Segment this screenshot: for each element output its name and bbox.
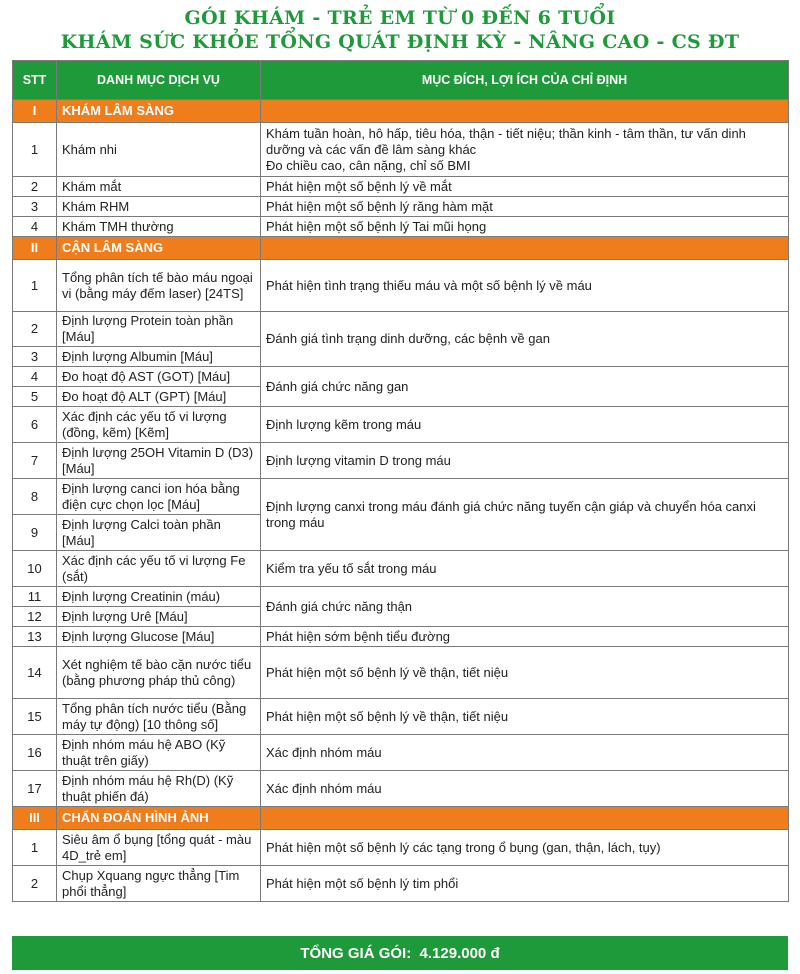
row-service: Định lượng Protein toàn phần [Máu] bbox=[57, 312, 261, 347]
row-service: Định nhóm máu hệ Rh(D) (Kỹ thuật phiến đá) bbox=[57, 771, 261, 807]
row-service: Định lượng Glucose [Máu] bbox=[57, 627, 261, 647]
table-row bbox=[13, 312, 789, 347]
row-service: Đo hoạt độ AST (GOT) [Máu] bbox=[57, 367, 261, 387]
row-purpose: Phát hiện tình trạng thiếu máu và một số bệnh lý về máu bbox=[261, 260, 789, 312]
row-purpose: Đánh giá chức năng gan bbox=[261, 367, 789, 407]
table-row bbox=[13, 443, 789, 479]
table-row bbox=[13, 367, 789, 387]
row-purpose: Xác định nhóm máu bbox=[261, 771, 789, 807]
section-number: II bbox=[13, 237, 57, 260]
table-row bbox=[13, 479, 789, 515]
row-purpose: Định lượng kẽm trong máu bbox=[261, 407, 789, 443]
row-stt: 11 bbox=[13, 587, 57, 607]
row-service: Định nhóm máu hệ ABO (Kỹ thuật trên giấy) bbox=[57, 735, 261, 771]
row-purpose: Phát hiện một số bệnh lý tim phổi bbox=[261, 866, 789, 902]
total-price: TỔNG GIÁ GÓI: 4.129.000 đ bbox=[300, 944, 500, 962]
row-purpose: Đánh giá chức năng thận bbox=[261, 587, 789, 627]
row-stt: 3 bbox=[13, 347, 57, 367]
row-stt: 10 bbox=[13, 551, 57, 587]
row-purpose: Định lượng vitamin D trong máu bbox=[261, 443, 789, 479]
row-stt: 12 bbox=[13, 607, 57, 627]
service-table bbox=[12, 60, 789, 902]
row-service: Siêu âm ổ bụng [tổng quát - màu 4D_trẻ em] bbox=[57, 830, 261, 866]
row-stt: 1 bbox=[13, 123, 57, 177]
table-row bbox=[13, 830, 789, 866]
row-stt: 17 bbox=[13, 771, 57, 807]
row-stt: 9 bbox=[13, 515, 57, 551]
row-service: Định lượng canci ion hóa bằng điện cực chọn lọc [Máu] bbox=[57, 479, 261, 515]
row-stt: 16 bbox=[13, 735, 57, 771]
row-purpose: Phát hiện một số bệnh lý về mắt bbox=[261, 177, 789, 197]
header-service: DANH MỤC DỊCH VỤ bbox=[57, 61, 261, 100]
section-row bbox=[13, 807, 789, 830]
table-row bbox=[13, 587, 789, 607]
row-stt: 2 bbox=[13, 866, 57, 902]
row-service: Định lượng Calci toàn phần [Máu] bbox=[57, 515, 261, 551]
table-row bbox=[13, 627, 789, 647]
row-purpose: Xác định nhóm máu bbox=[261, 735, 789, 771]
table-row bbox=[13, 177, 789, 197]
section-row bbox=[13, 100, 789, 123]
row-stt: 2 bbox=[13, 312, 57, 347]
row-stt: 8 bbox=[13, 479, 57, 515]
row-stt: 4 bbox=[13, 217, 57, 237]
section-row bbox=[13, 237, 789, 260]
section-name: CHẨN ĐOÁN HÌNH ẢNH bbox=[57, 807, 261, 830]
row-stt: 1 bbox=[13, 830, 57, 866]
title-line-1: GÓI KHÁM - TRẺ EM TỪ 0 ĐẾN 6 TUỔI bbox=[184, 7, 616, 29]
section-name: KHÁM LÂM SÀNG bbox=[57, 100, 261, 123]
row-service: Định lượng Urê [Máu] bbox=[57, 607, 261, 627]
section-name: CẬN LÂM SÀNG bbox=[57, 237, 261, 260]
row-stt: 6 bbox=[13, 407, 57, 443]
row-stt: 5 bbox=[13, 387, 57, 407]
total-price-bar bbox=[12, 936, 788, 970]
row-service: Khám RHM bbox=[57, 197, 261, 217]
row-stt: 15 bbox=[13, 699, 57, 735]
row-service: Đo hoạt độ ALT (GPT) [Máu] bbox=[57, 387, 261, 407]
row-purpose: Định lượng canxi trong máu đánh giá chức năng tuyến cận giáp và chuyển hóa canxi trong máu bbox=[261, 479, 789, 551]
table-row bbox=[13, 771, 789, 807]
page-title bbox=[0, 0, 800, 54]
row-service: Tổng phân tích tế bào máu ngoại vi (bằng máy đếm laser) [24TS] bbox=[57, 260, 261, 312]
row-service: Định lượng 25OH Vitamin D (D3) [Máu] bbox=[57, 443, 261, 479]
row-stt: 4 bbox=[13, 367, 57, 387]
table-row bbox=[13, 217, 789, 237]
row-service: Định lượng Creatinin (máu) bbox=[57, 587, 261, 607]
row-service: Định lượng Albumin [Máu] bbox=[57, 347, 261, 367]
section-number: I bbox=[13, 100, 57, 123]
row-service: Xét nghiệm tế bào cặn nước tiểu (bằng phương pháp thủ công) bbox=[57, 647, 261, 699]
table-row bbox=[13, 866, 789, 902]
row-stt: 13 bbox=[13, 627, 57, 647]
row-service: Khám nhi bbox=[57, 123, 261, 177]
row-purpose: Đánh giá tình trạng dinh dưỡng, các bệnh về gan bbox=[261, 312, 789, 367]
table-row bbox=[13, 699, 789, 735]
row-stt: 3 bbox=[13, 197, 57, 217]
row-purpose: Kiểm tra yếu tố sắt trong máu bbox=[261, 551, 789, 587]
row-purpose: Phát hiện một số bệnh lý về thận, tiết niệu bbox=[261, 647, 789, 699]
row-stt: 2 bbox=[13, 177, 57, 197]
row-purpose: Phát hiện một số bệnh lý răng hàm mặt bbox=[261, 197, 789, 217]
section-number: III bbox=[13, 807, 57, 830]
row-stt: 7 bbox=[13, 443, 57, 479]
table-row bbox=[13, 735, 789, 771]
row-service: Xác định các yếu tố vi lượng (đồng, kẽm) [Kẽm] bbox=[57, 407, 261, 443]
table-row bbox=[13, 551, 789, 587]
row-service: Khám TMH thường bbox=[57, 217, 261, 237]
row-service: Xác định các yếu tố vi lượng Fe (sắt) bbox=[57, 551, 261, 587]
table-header-row bbox=[13, 61, 789, 100]
row-service: Tổng phân tích nước tiểu (Bằng máy tự động) [10 thông số] bbox=[57, 699, 261, 735]
row-purpose: Phát hiện sớm bệnh tiểu đường bbox=[261, 627, 789, 647]
header-purpose: MỤC ĐÍCH, LỢI ÍCH CỦA CHỈ ĐỊNH bbox=[261, 61, 789, 100]
row-service: Chụp Xquang ngực thẳng [Tim phổi thẳng] bbox=[57, 866, 261, 902]
table-row bbox=[13, 647, 789, 699]
title-line-2: KHÁM SỨC KHỎE TỔNG QUÁT ĐỊNH KỲ - NÂNG CAO - CS ĐT bbox=[60, 31, 740, 53]
row-stt: 1 bbox=[13, 260, 57, 312]
row-purpose: Phát hiện một số bệnh lý Tai mũi họng bbox=[261, 217, 789, 237]
table-row bbox=[13, 407, 789, 443]
row-purpose: Phát hiện một số bệnh lý về thận, tiết niệu bbox=[261, 699, 789, 735]
table-row bbox=[13, 260, 789, 312]
table-row bbox=[13, 197, 789, 217]
row-service: Khám mắt bbox=[57, 177, 261, 197]
table-row bbox=[13, 123, 789, 177]
row-purpose: Phát hiện một số bệnh lý các tạng trong ổ bụng (gan, thận, lách, tụy) bbox=[261, 830, 789, 866]
row-purpose: Khám tuần hoàn, hô hấp, tiêu hóa, thận - tiết niệu; thần kinh - tâm thần, tư vấn dinh dưỡng và các vấn đề lâm sàng khác Đo chiều cao, cân nặng, chỉ số BMI bbox=[261, 123, 789, 177]
header-stt: STT bbox=[13, 61, 57, 100]
row-stt: 14 bbox=[13, 647, 57, 699]
